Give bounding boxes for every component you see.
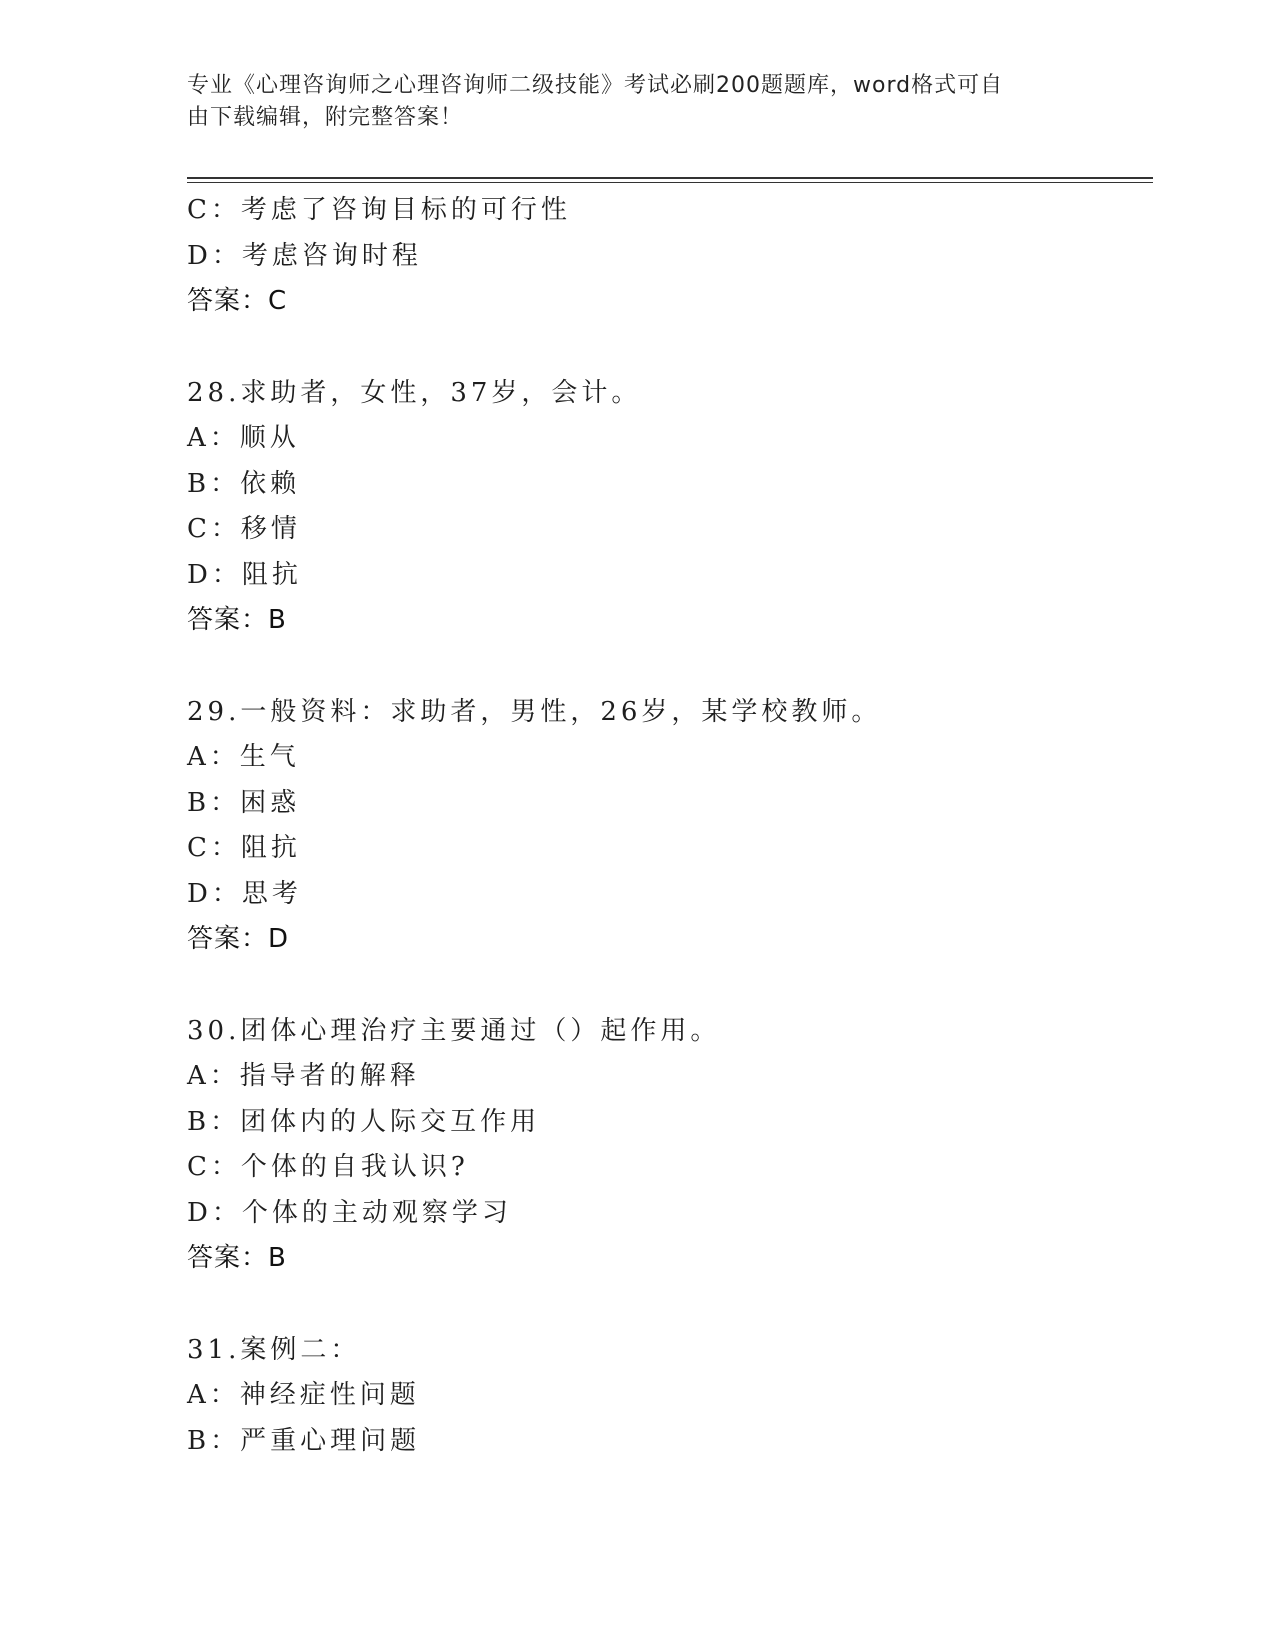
document-header xyxy=(187,70,1067,134)
option-c: C：阻抗 xyxy=(187,833,301,863)
question-text: 28.求助者，女性，37岁，会计。 xyxy=(187,377,642,408)
question-list xyxy=(187,188,1137,1464)
option-c: C：移情 xyxy=(187,514,301,544)
option-b: B：困惑 xyxy=(187,787,301,818)
answer-line: 答案：C xyxy=(187,286,288,316)
question-block-27 xyxy=(187,188,1137,325)
question-block-28 xyxy=(187,371,1137,644)
header-rule-thick xyxy=(187,177,1153,179)
option-c: C：考虑了咨询目标的可行性 xyxy=(187,195,571,225)
question-text: 29.一般资料：求助者，男性，26岁，某学校教师。 xyxy=(187,696,882,727)
header-line-1: 专业《心理咨询师之心理咨询师二级技能》考试必刷200题题库，word格式可自 xyxy=(187,73,1004,98)
question-text: 31.案例二： xyxy=(187,1334,361,1365)
header-rule-thin xyxy=(187,182,1153,183)
question-block-30 xyxy=(187,1009,1137,1282)
option-a: A：指导者的解释 xyxy=(187,1061,420,1091)
question-block-31 xyxy=(187,1328,1137,1465)
question-block-29 xyxy=(187,690,1137,963)
option-a: A：生气 xyxy=(187,742,300,772)
option-b: B：依赖 xyxy=(187,468,301,499)
option-d: D：阻抗 xyxy=(187,559,302,590)
answer-line: 答案：D xyxy=(187,924,290,954)
option-b: B：严重心理问题 xyxy=(187,1425,421,1456)
option-d: D：考虑咨询时程 xyxy=(187,240,422,271)
answer-line: 答案：B xyxy=(187,605,287,635)
option-c: C：个体的自我认识? xyxy=(187,1152,469,1182)
option-a: A：神经症性问题 xyxy=(187,1380,420,1410)
option-a: A：顺从 xyxy=(187,423,300,453)
option-b: B：团体内的人际交互作用 xyxy=(187,1106,541,1137)
header-line-2: 由下载编辑，附完整答案！ xyxy=(187,105,464,130)
question-text: 30.团体心理治疗主要通过（）起作用。 xyxy=(187,1015,721,1046)
answer-line: 答案：B xyxy=(187,1243,287,1273)
option-d: D：个体的主动观察学习 xyxy=(187,1197,512,1228)
option-d: D：思考 xyxy=(187,878,302,909)
